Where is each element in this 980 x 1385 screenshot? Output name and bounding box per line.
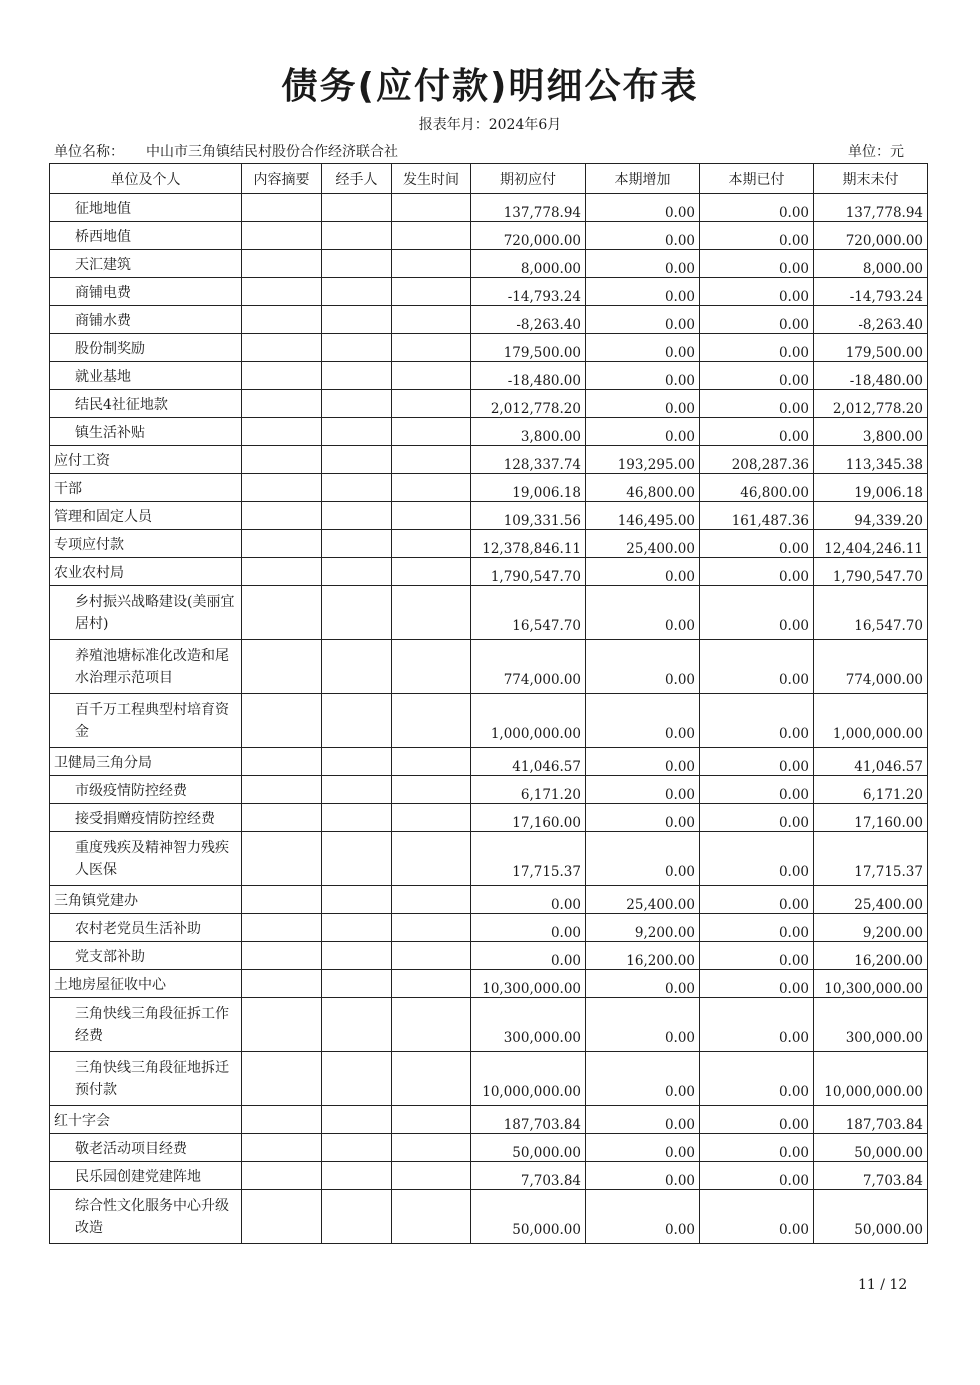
cell-handler [322,334,392,362]
table-row [50,942,928,970]
cell-handler [322,970,392,998]
cell-current-increase: 0.00 [586,1162,700,1190]
cell-summary [242,362,322,390]
table-row [50,776,928,804]
cell-summary [242,1190,322,1244]
cell-handler [322,748,392,776]
cell-handler [322,1190,392,1244]
table-body [50,194,928,1244]
table-row [50,474,928,502]
cell-party-name: 就业基地 [50,362,242,390]
cell-summary [242,914,322,942]
cell-handler [322,1162,392,1190]
table-row [50,586,928,640]
cell-opening-balance: 187,703.84 [471,1106,586,1134]
cell-party-name: 三角镇党建办 [50,886,242,914]
cell-date [392,832,471,886]
cell-current-increase: 0.00 [586,640,700,694]
cell-summary [242,278,322,306]
cell-current-paid: 0.00 [700,694,814,748]
table-row [50,804,928,832]
table-row [50,418,928,446]
debt-ledger-table [49,163,928,1244]
cell-party-name: 党支部补助 [50,942,242,970]
cell-closing-balance: 1,000,000.00 [814,694,928,748]
cell-current-increase: 16,200.00 [586,942,700,970]
cell-current-paid: 161,487.36 [700,502,814,530]
column-header-handler: 经手人 [322,164,392,194]
cell-current-paid: 0.00 [700,1106,814,1134]
cell-party-name: 商铺水费 [50,306,242,334]
cell-current-paid: 208,287.36 [700,446,814,474]
table-row [50,278,928,306]
cell-current-paid: 0.00 [700,942,814,970]
cell-date [392,306,471,334]
cell-date [392,1106,471,1134]
cell-current-increase: 146,495.00 [586,502,700,530]
cell-opening-balance: 774,000.00 [471,640,586,694]
table-row [50,250,928,278]
cell-closing-balance: 16,547.70 [814,586,928,640]
cell-current-paid: 0.00 [700,278,814,306]
cell-closing-balance: 9,200.00 [814,914,928,942]
cell-current-paid: 0.00 [700,334,814,362]
cell-summary [242,776,322,804]
cell-summary [242,446,322,474]
cell-opening-balance: 720,000.00 [471,222,586,250]
cell-party-name: 百千万工程典型村培育资金 [50,694,242,748]
cell-handler [322,586,392,640]
cell-summary [242,390,322,418]
cell-date [392,970,471,998]
cell-current-paid: 46,800.00 [700,474,814,502]
cell-date [392,586,471,640]
table-row [50,970,928,998]
cell-opening-balance: 3,800.00 [471,418,586,446]
cell-party-name: 市级疫情防控经费 [50,776,242,804]
column-header-paid: 本期已付 [700,164,814,194]
cell-opening-balance: 300,000.00 [471,998,586,1052]
cell-summary [242,1134,322,1162]
cell-date [392,694,471,748]
cell-summary [242,558,322,586]
cell-summary [242,970,322,998]
cell-handler [322,530,392,558]
cell-current-paid: 0.00 [700,748,814,776]
cell-opening-balance: -14,793.24 [471,278,586,306]
cell-summary [242,1162,322,1190]
cell-closing-balance: 179,500.00 [814,334,928,362]
cell-current-increase: 0.00 [586,1134,700,1162]
table-row [50,1052,928,1106]
cell-date [392,250,471,278]
cell-current-increase: 25,400.00 [586,886,700,914]
cell-current-increase: 0.00 [586,194,700,222]
table-row [50,558,928,586]
cell-current-paid: 0.00 [700,640,814,694]
cell-party-name: 乡村振兴战略建设(美丽宜居村) [50,586,242,640]
cell-summary [242,832,322,886]
cell-opening-balance: 128,337.74 [471,446,586,474]
cell-closing-balance: 17,160.00 [814,804,928,832]
cell-handler [322,640,392,694]
cell-closing-balance: 50,000.00 [814,1134,928,1162]
cell-handler [322,250,392,278]
table-row [50,748,928,776]
cell-opening-balance: 0.00 [471,914,586,942]
cell-date [392,334,471,362]
cell-current-paid: 0.00 [700,250,814,278]
cell-party-name: 重度残疾及精神智力残疾人医保 [50,832,242,886]
cell-date [392,1134,471,1162]
cell-current-increase: 0.00 [586,278,700,306]
cell-summary [242,250,322,278]
cell-current-paid: 0.00 [700,832,814,886]
cell-handler [322,694,392,748]
cell-handler [322,362,392,390]
cell-handler [322,1052,392,1106]
cell-summary [242,586,322,640]
cell-current-increase: 25,400.00 [586,530,700,558]
page-title: 债务(应付款)明细公布表 [281,66,699,107]
cell-handler [322,194,392,222]
table-header-row [50,164,928,194]
cell-current-paid: 0.00 [700,306,814,334]
cell-closing-balance: 17,715.37 [814,832,928,886]
cell-party-name: 镇生活补贴 [50,418,242,446]
cell-handler [322,1106,392,1134]
cell-handler [322,804,392,832]
cell-current-paid: 0.00 [700,1190,814,1244]
cell-current-paid: 0.00 [700,194,814,222]
cell-opening-balance: 50,000.00 [471,1134,586,1162]
cell-current-increase: 0.00 [586,832,700,886]
cell-current-increase: 0.00 [586,586,700,640]
cell-summary [242,194,322,222]
cell-current-paid: 0.00 [700,1052,814,1106]
cell-opening-balance: 41,046.57 [471,748,586,776]
cell-summary [242,998,322,1052]
cell-handler [322,776,392,804]
cell-party-name: 专项应付款 [50,530,242,558]
cell-date [392,362,471,390]
cell-closing-balance: 774,000.00 [814,640,928,694]
cell-party-name: 征地地值 [50,194,242,222]
cell-current-increase: 193,295.00 [586,446,700,474]
cell-opening-balance: 8,000.00 [471,250,586,278]
cell-handler [322,306,392,334]
table-row [50,694,928,748]
cell-opening-balance: 16,547.70 [471,586,586,640]
cell-date [392,1190,471,1244]
cell-current-paid: 0.00 [700,998,814,1052]
cell-current-paid: 0.00 [700,418,814,446]
cell-opening-balance: 0.00 [471,942,586,970]
cell-date [392,640,471,694]
cell-handler [322,418,392,446]
cell-summary [242,306,322,334]
cell-date [392,418,471,446]
cell-current-increase: 0.00 [586,1190,700,1244]
cell-date [392,194,471,222]
cell-opening-balance: 12,378,846.11 [471,530,586,558]
cell-current-paid: 0.00 [700,530,814,558]
cell-date [392,558,471,586]
cell-date [392,998,471,1052]
cell-current-paid: 0.00 [700,586,814,640]
cell-party-name: 卫健局三角分局 [50,748,242,776]
cell-summary [242,942,322,970]
table-row [50,362,928,390]
cell-date [392,886,471,914]
cell-summary [242,1052,322,1106]
cell-party-name: 综合性文化服务中心升级改造 [50,1190,242,1244]
cell-party-name: 桥西地值 [50,222,242,250]
table-row [50,886,928,914]
cell-current-increase: 0.00 [586,558,700,586]
cell-current-increase: 0.00 [586,748,700,776]
cell-party-name: 土地房屋征收中心 [50,970,242,998]
cell-party-name: 三角快线三角段征拆工作经费 [50,998,242,1052]
table-row [50,1134,928,1162]
cell-summary [242,1106,322,1134]
cell-date [392,278,471,306]
cell-current-increase: 0.00 [586,998,700,1052]
cell-handler [322,446,392,474]
cell-opening-balance: 1,790,547.70 [471,558,586,586]
cell-closing-balance: 16,200.00 [814,942,928,970]
cell-closing-balance: 25,400.00 [814,886,928,914]
cell-party-name: 三角快线三角段征地拆迁预付款 [50,1052,242,1106]
cell-current-increase: 0.00 [586,362,700,390]
cell-current-paid: 0.00 [700,558,814,586]
table-row [50,1106,928,1134]
cell-date [392,1162,471,1190]
cell-current-increase: 9,200.00 [586,914,700,942]
cell-party-name: 民乐园创建党建阵地 [50,1162,242,1190]
cell-summary [242,530,322,558]
cell-party-name: 接受捐赠疫情防控经费 [50,804,242,832]
cell-closing-balance: 2,012,778.20 [814,390,928,418]
table-row [50,306,928,334]
cell-opening-balance: 6,171.20 [471,776,586,804]
table-row [50,914,928,942]
table-row [50,530,928,558]
cell-handler [322,502,392,530]
cell-closing-balance: -14,793.24 [814,278,928,306]
unit-name-value: 中山市三角镇结民村股份合作经济联合社 [146,144,398,160]
cell-closing-balance: 720,000.00 [814,222,928,250]
cell-closing-balance: 187,703.84 [814,1106,928,1134]
cell-party-name: 商铺电费 [50,278,242,306]
table-row [50,334,928,362]
cell-current-paid: 0.00 [700,970,814,998]
cell-date [392,804,471,832]
cell-opening-balance: -8,263.40 [471,306,586,334]
cell-summary [242,748,322,776]
cell-party-name: 结民4社征地款 [50,390,242,418]
cell-closing-balance: 1,790,547.70 [814,558,928,586]
cell-date [392,502,471,530]
cell-party-name: 天汇建筑 [50,250,242,278]
cell-current-paid: 0.00 [700,362,814,390]
cell-opening-balance: 19,006.18 [471,474,586,502]
unit-name-label: 单位名称： [54,144,124,160]
table-row [50,502,928,530]
column-header-date: 发生时间 [392,164,471,194]
cell-closing-balance: -8,263.40 [814,306,928,334]
cell-handler [322,222,392,250]
cell-date [392,446,471,474]
table-row [50,1190,928,1244]
cell-closing-balance: 113,345.38 [814,446,928,474]
cell-date [392,942,471,970]
cell-opening-balance: 1,000,000.00 [471,694,586,748]
cell-current-increase: 0.00 [586,418,700,446]
cell-closing-balance: 8,000.00 [814,250,928,278]
cell-current-increase: 0.00 [586,776,700,804]
cell-closing-balance: 50,000.00 [814,1190,928,1244]
cell-party-name: 养殖池塘标准化改造和尾水治理示范项目 [50,640,242,694]
cell-opening-balance: 10,000,000.00 [471,1052,586,1106]
cell-opening-balance: 137,778.94 [471,194,586,222]
cell-handler [322,832,392,886]
cell-handler [322,914,392,942]
column-header-closing: 期末未付 [814,164,928,194]
cell-closing-balance: 137,778.94 [814,194,928,222]
table-row [50,640,928,694]
cell-handler [322,998,392,1052]
cell-party-name: 红十字会 [50,1106,242,1134]
table-row [50,222,928,250]
cell-handler [322,1134,392,1162]
table-row [50,1162,928,1190]
cell-closing-balance: 10,300,000.00 [814,970,928,998]
cell-summary [242,502,322,530]
cell-opening-balance: 10,300,000.00 [471,970,586,998]
column-header-increase: 本期增加 [586,164,700,194]
cell-current-paid: 0.00 [700,1134,814,1162]
cell-current-increase: 0.00 [586,306,700,334]
cell-summary [242,222,322,250]
cell-party-name: 农业农村局 [50,558,242,586]
cell-party-name: 敬老活动项目经费 [50,1134,242,1162]
cell-handler [322,390,392,418]
cell-summary [242,334,322,362]
cell-closing-balance: -18,480.00 [814,362,928,390]
column-header-party: 单位及个人 [50,164,242,194]
cell-opening-balance: 109,331.56 [471,502,586,530]
cell-closing-balance: 300,000.00 [814,998,928,1052]
cell-current-increase: 46,800.00 [586,474,700,502]
table-row [50,446,928,474]
cell-party-name: 农村老党员生活补助 [50,914,242,942]
cell-opening-balance: 0.00 [471,886,586,914]
cell-closing-balance: 94,339.20 [814,502,928,530]
cell-summary [242,804,322,832]
cell-party-name: 股份制奖励 [50,334,242,362]
table-row [50,194,928,222]
cell-date [392,390,471,418]
cell-current-paid: 0.00 [700,776,814,804]
cell-current-paid: 0.00 [700,1162,814,1190]
cell-closing-balance: 41,046.57 [814,748,928,776]
cell-closing-balance: 10,000,000.00 [814,1052,928,1106]
cell-date [392,530,471,558]
cell-current-increase: 0.00 [586,970,700,998]
cell-opening-balance: 50,000.00 [471,1190,586,1244]
cell-current-increase: 0.00 [586,1052,700,1106]
page-number: 11 / 12 [858,1277,908,1293]
cell-closing-balance: 7,703.84 [814,1162,928,1190]
cell-date [392,474,471,502]
cell-current-increase: 0.00 [586,222,700,250]
cell-current-increase: 0.00 [586,334,700,362]
cell-party-name: 应付工资 [50,446,242,474]
table-row [50,390,928,418]
table-row [50,998,928,1052]
cell-date [392,748,471,776]
cell-current-paid: 0.00 [700,886,814,914]
cell-opening-balance: -18,480.00 [471,362,586,390]
cell-summary [242,694,322,748]
cell-handler [322,942,392,970]
cell-current-paid: 0.00 [700,390,814,418]
cell-summary [242,640,322,694]
cell-handler [322,558,392,586]
cell-date [392,1052,471,1106]
cell-opening-balance: 17,160.00 [471,804,586,832]
cell-party-name: 管理和固定人员 [50,502,242,530]
report-date: 报表年月：2024年6月 [418,117,562,133]
unit-currency: 单位：元 [848,144,904,160]
column-header-summary: 内容摘要 [242,164,322,194]
cell-closing-balance: 6,171.20 [814,776,928,804]
cell-handler [322,474,392,502]
cell-current-paid: 0.00 [700,222,814,250]
cell-handler [322,278,392,306]
cell-date [392,222,471,250]
table-row [50,832,928,886]
cell-current-increase: 0.00 [586,804,700,832]
cell-closing-balance: 19,006.18 [814,474,928,502]
cell-current-paid: 0.00 [700,804,814,832]
cell-handler [322,886,392,914]
cell-closing-balance: 12,404,246.11 [814,530,928,558]
cell-closing-balance: 3,800.00 [814,418,928,446]
cell-current-increase: 0.00 [586,694,700,748]
cell-summary [242,474,322,502]
cell-date [392,776,471,804]
cell-summary [242,418,322,446]
cell-current-increase: 0.00 [586,390,700,418]
cell-summary [242,886,322,914]
cell-current-paid: 0.00 [700,914,814,942]
column-header-opening: 期初应付 [471,164,586,194]
cell-opening-balance: 17,715.37 [471,832,586,886]
cell-opening-balance: 7,703.84 [471,1162,586,1190]
cell-current-increase: 0.00 [586,250,700,278]
cell-current-increase: 0.00 [586,1106,700,1134]
cell-date [392,914,471,942]
cell-opening-balance: 2,012,778.20 [471,390,586,418]
cell-opening-balance: 179,500.00 [471,334,586,362]
cell-party-name: 干部 [50,474,242,502]
